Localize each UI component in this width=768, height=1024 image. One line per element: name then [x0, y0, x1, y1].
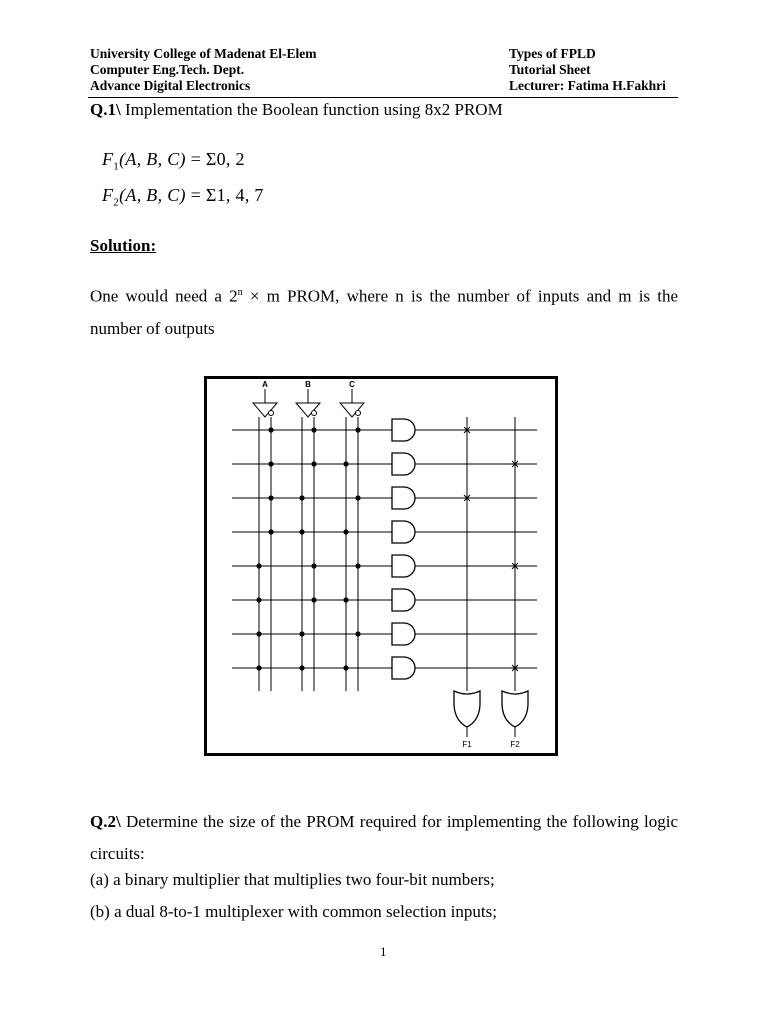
connection-dot: [268, 461, 273, 466]
connection-dot: [343, 529, 348, 534]
page-number: 1: [380, 944, 387, 959]
connection-dot: [256, 631, 261, 636]
connection-dot: [311, 597, 316, 602]
output-label-f2: F2: [510, 740, 520, 749]
connection-dot: [343, 461, 348, 466]
question-2-label: Q.2\: [90, 812, 121, 831]
input-label-b: B: [305, 380, 311, 389]
and-gate: [392, 487, 415, 509]
header-topic: Types of FPLD: [509, 46, 596, 61]
connection-dot: [311, 563, 316, 568]
connection-dot: [256, 665, 261, 670]
connection-dot: [343, 665, 348, 670]
connection-dot: [355, 563, 360, 568]
connection-dot: [268, 529, 273, 534]
input-label-c: C: [349, 380, 355, 389]
header-left: [90, 46, 316, 94]
input-label-a: A: [262, 380, 268, 389]
connection-dot: [256, 597, 261, 602]
connection-dot: [256, 563, 261, 568]
and-gate: [392, 419, 415, 441]
connection-dot: [355, 631, 360, 636]
question-2-item-b: (b) a dual 8-to-1 multiplexer with common selection inputs;: [90, 902, 497, 921]
inverter-bubble: [269, 411, 274, 416]
inverter-bubble: [312, 411, 317, 416]
header-lecturer: Lecturer: Fatima H.Fakhri: [509, 78, 666, 93]
connection-dot: [268, 427, 273, 432]
and-gate: [392, 623, 415, 645]
connection-dot: [268, 495, 273, 500]
header-sheet-type: Tutorial Sheet: [509, 62, 591, 77]
question-2: [90, 806, 678, 870]
solution-paragraph: One would need a $2^n \times m$ PROM, where n is the number of inputs and m is the number of outputs: [90, 286, 678, 338]
output-label-f1: F1: [462, 740, 472, 749]
or-gate: [454, 691, 480, 727]
input-buffer-triangle: [253, 403, 277, 417]
connection-dot: [355, 427, 360, 432]
and-gate: [392, 555, 415, 577]
header-university: University College of Madenat El-Elem: [90, 46, 317, 61]
connection-dot: [299, 529, 304, 534]
input-buffer-triangle: [296, 403, 320, 417]
equation-f2: $F_2(A$, B, C) = Σ1, 4, 7: [102, 185, 264, 209]
connection-dot: [299, 665, 304, 670]
input-buffer-triangle: [340, 403, 364, 417]
connection-dot: [299, 495, 304, 500]
header-department: Computer Eng.Tech. Dept.: [90, 62, 245, 77]
inverter-bubble: [356, 411, 361, 416]
and-gate: [392, 453, 415, 475]
prom-diagram-svg: [207, 379, 555, 753]
connection-dot: [299, 631, 304, 636]
question-2-text: Determine the size of the PROM required for implementing the following logic circuits:: [90, 812, 678, 863]
and-gate: [392, 589, 415, 611]
question-1-text: Implementation the Boolean function using 8x2 PROM: [120, 100, 503, 119]
connection-dot: [311, 427, 316, 432]
question-1: [90, 100, 503, 120]
question-2-item-a: (a) a binary multiplier that multiplies two four-bit numbers;: [90, 870, 495, 889]
connection-dot: [343, 597, 348, 602]
header-course: Advance Digital Electronics: [90, 78, 251, 93]
and-gate: [392, 521, 415, 543]
equation-f1: $F_1(A$, B, C) = Σ0, 2: [102, 149, 245, 173]
connection-dot: [311, 461, 316, 466]
or-gate: [502, 691, 528, 727]
header-right: [509, 46, 666, 94]
header-divider: [88, 97, 678, 98]
solution-heading: Solution:: [90, 236, 157, 255]
connection-dot: [355, 495, 360, 500]
question-1-label: Q.1\: [90, 100, 121, 119]
and-gate: [392, 657, 415, 679]
prom-diagram: [204, 376, 558, 756]
